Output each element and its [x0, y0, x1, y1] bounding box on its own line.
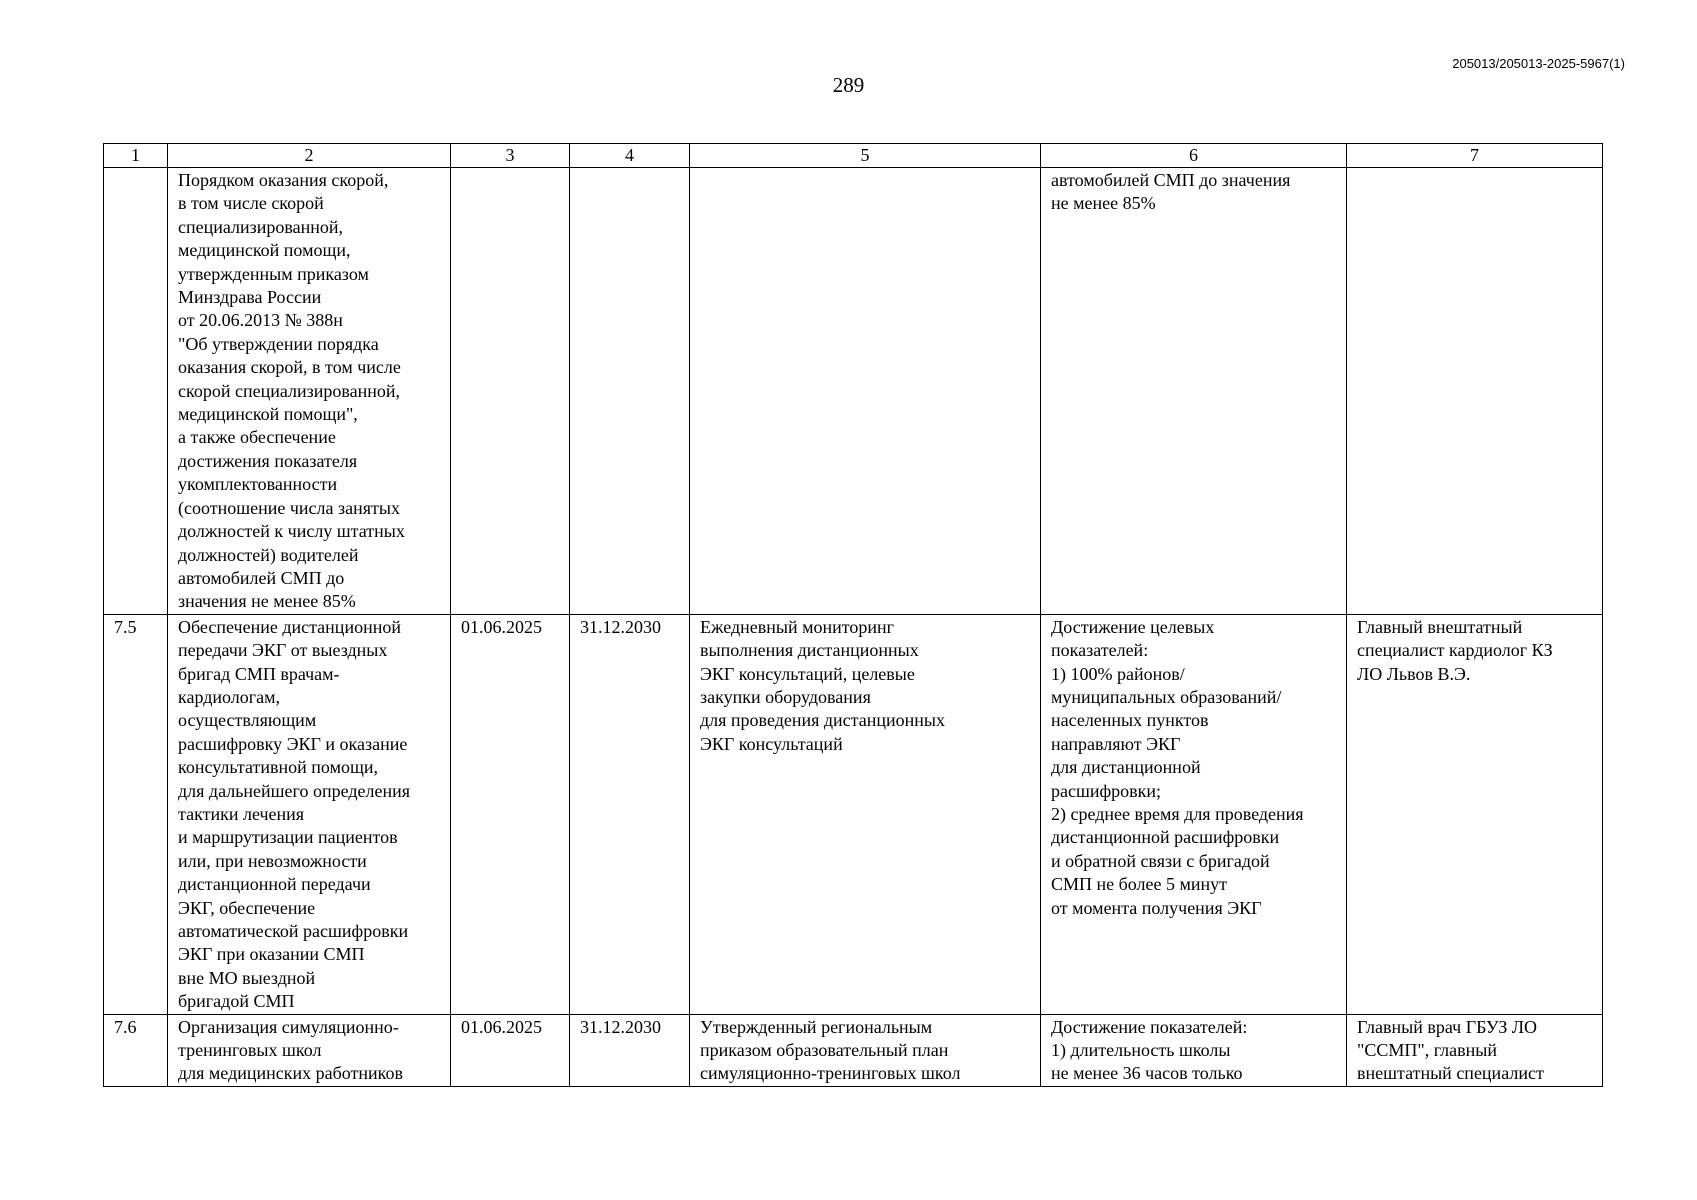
result-cell — [690, 1014, 1041, 1086]
table-row-7-6 — [104, 1014, 1603, 1086]
column-header-1: 1 — [104, 144, 168, 168]
responsible-cell — [1347, 614, 1603, 1014]
document-id: 205013/205013-2025-5967(1) — [1452, 56, 1625, 71]
end-date-cell — [570, 614, 690, 1014]
responsible-text: Главный внештатный специалист кардиолог КЗ ЛО Львов В.Э. — [1357, 616, 1553, 684]
table-body — [104, 168, 1603, 1087]
table-row-continuation — [104, 168, 1603, 615]
indicators-text: Достижение показателей: 1) длительность школы не менее 36 часов только — [1051, 1016, 1248, 1084]
responsible-cell — [1347, 1014, 1603, 1086]
responsible-text: Главный врач ГБУЗ ЛО "ССМП", главный внештатный специалист — [1357, 1016, 1544, 1084]
result-text: Утвержденный региональным приказом образовательный план симуляционно-тренинговых школ — [700, 1016, 961, 1084]
start-date-cell — [451, 1014, 570, 1086]
table-header — [104, 144, 1603, 168]
plan-table — [103, 143, 1603, 1087]
description-cell — [168, 1014, 451, 1086]
start-date-cell — [451, 168, 570, 615]
column-header-2: 2 — [168, 144, 451, 168]
description-text: Порядком оказания скорой, в том числе скорой специализированной, медицинской помощи, утвержденным приказом Минздрава России от 20.06.2013 № 388н "Об утверждении порядка оказания скорой, в том числе скорой специализированной, медицинской помощи", а также обеспечение достижения показателя укомплектованности (соотношение числа занятых должностей к числу штатных должностей) водителей автомобилей СМП до значения не менее 85% — [178, 170, 405, 612]
result-text: Ежедневный мониторинг выполнения дистанционных ЭКГ консультаций, целевые закупки оборудования для проведения дистанционных ЭКГ консультаций — [700, 616, 946, 754]
row-number: 7.6 — [114, 1016, 137, 1037]
start-date: 01.06.2025 — [461, 616, 542, 637]
column-header-4: 4 — [570, 144, 690, 168]
page-number: 289 — [832, 73, 865, 97]
description-text: Организация симуляционно- тренинговых школ для медицинских работников — [178, 1016, 403, 1084]
end-date: 31.12.2030 — [580, 1016, 661, 1037]
indicators-text: Достижение целевых показателей: 1) 100% районов/ муниципальных образований/ населенных пунктов направляют ЭКГ для дистанционной расшифровки; 2) среднее время для проведения дистанционной расшифровки и обратной связи с бригадой СМП не более 5 минут от момента получения ЭКГ — [1051, 616, 1304, 918]
row-number-cell — [104, 1014, 168, 1086]
indicators-cell — [1041, 168, 1347, 615]
indicators-cell — [1041, 1014, 1347, 1086]
indicators-cell — [1041, 614, 1347, 1014]
start-date-cell — [451, 614, 570, 1014]
end-date-cell — [570, 168, 690, 615]
column-header-5: 5 — [690, 144, 1041, 168]
result-cell — [690, 614, 1041, 1014]
row-number-cell — [104, 168, 168, 615]
end-date: 31.12.2030 — [580, 616, 661, 637]
responsible-cell — [1347, 168, 1603, 615]
end-date-cell — [570, 1014, 690, 1086]
indicators-text: автомобилей СМП до значения не менее 85% — [1051, 170, 1291, 214]
row-number: 7.5 — [114, 616, 137, 637]
row-number-cell — [104, 614, 168, 1014]
start-date: 01.06.2025 — [461, 1016, 542, 1037]
column-header-3: 3 — [451, 144, 570, 168]
result-cell — [690, 168, 1041, 615]
description-cell — [168, 614, 451, 1014]
column-header-7: 7 — [1347, 144, 1603, 168]
description-text: Обеспечение дистанционной передачи ЭКГ от выездных бригад СМП врачам- кардиологам, осуществляющим расшифровку ЭКГ и оказание консультативной помощи, для дальнейшего определения тактики лечения и маршрутизации пациентов или, при невозможности дистанционной передачи ЭКГ, обеспечение автоматической расшифровки ЭКГ при оказании СМП вне МО выездной бригадой СМП — [178, 616, 411, 1012]
column-header-6: 6 — [1041, 144, 1347, 168]
column-number-row — [104, 144, 1603, 168]
table-row-7-5 — [104, 614, 1603, 1014]
description-cell — [168, 168, 451, 615]
